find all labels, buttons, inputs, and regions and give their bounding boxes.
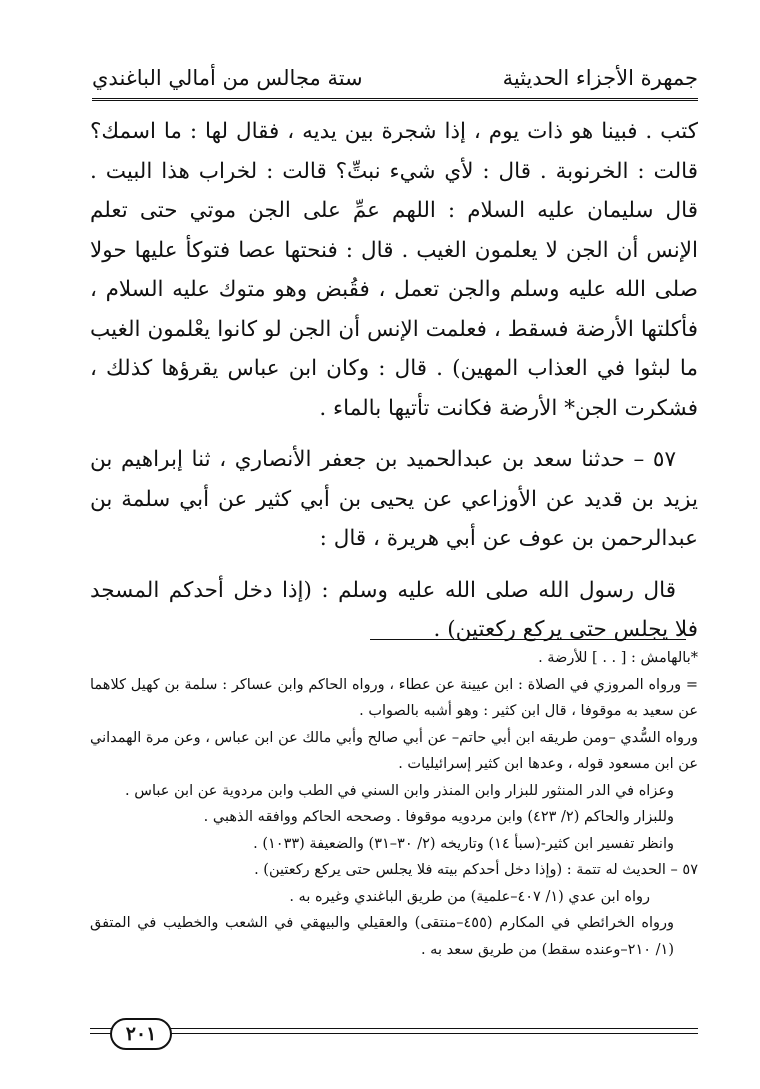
footnote-item: ٥٧ – الحديث له تتمة : (وإذا دخل أحدكم بيته فلا يجلس حتى يركع ركعتين) . [254,862,698,878]
page-number: ٢٠١ [110,1018,172,1050]
footnote-marginal: *بالهامش : [ . . ] للأرضة . [538,650,698,666]
book-title: جمهرة الأجزاء الحديثية [502,66,698,90]
footnote-rule [370,639,686,640]
main-paragraph: كتب . فبينا هو ذات يوم ، إذا شجرة بين يديه ، فقال لها : ما اسمك؟ قالت : الخرنوبة . قال : لأي شيء نبتِّ؟ قالت : لخراب هذا البيت . قال سليمان عليه السلام : اللهم عمِّ على الجن موتي حتى تعلم الإنس أن الجن لا يعلمون الغيب . قال : فنحتها عصا فتوكأ عليها حولا صلى الله عليه وسلم والجن تعمل ، فقُبض وهو متوك عليه السلام ، فأكلتها الأرضة فسقط ، فعلمت الإنس أن الجن لو كانوا يعْلمون الغيب ما لبثوا في العذاب المهين) . قال : وكان ابن عباس يقرؤها كذلك ، فشكرت الجن* الأرضة فكانت تأتيها بالماء . [90,119,698,421]
footer-rule [90,1033,698,1034]
page-footer [90,1018,698,1048]
footnote-item: = ورواه المروزي في الصلاة : ابن عيينة عن عطاء ، ورواه الحاكم وابن عساكر : سلمة بن كهيل كلاهما عن سعيد به موقوفا ، قال ابن كثير : وهو أشبه بالصواب . [90,676,698,719]
footnote-item: ورواه السُّدي –ومن طريقه ابن أبي حاتم– عن أبي صالح وأبي مالك عن ابن عباس ، وعن مرة الهمداني عن ابن مسعود قوله ، وعدها ابن كثير إسرائيليات . [90,729,698,772]
running-header [92,60,698,96]
hadith-isnad: ٥٧ – حدثنا سعد بن عبدالحميد بن جعفر الأنصاري ، ثنا إبراهيم بن يزيد بن قديد عن الأوزاعي عن يحيى بن أبي كثير عن أبي سلمة بن عبدالرحمن بن عوف عن أبي هريرة ، قال : [90,447,698,551]
footnote-item: ورواه الخرائطي في المكارم (٤٥٥–منتقى) والعقيلي والبيهقي في الشعب والخطيب في المتفق (١/ ٢١٠–وعنده سقط) من طريق سعد به . [90,915,674,958]
main-text [90,112,698,650]
footnotes [90,645,698,963]
footnote-item: وانظر تفسير ابن كثير-(سبأ ١٤) وتاريخه (٢/ ٣٠–٣١) والضعيفة (١٠٣٣) . [253,835,674,852]
section-title: ستة مجالس من أمالي الباغندي [92,66,363,90]
footnote-item: رواه ابن عدي (١/ ٤٠٧–علمية) من طريق الباغندي وغيره به . [289,888,650,905]
header-rule [92,98,698,101]
hadith-matn: قال رسول الله صلى الله عليه وسلم : (إذا دخل أحدكم المسجد فلا يجلس حتى يركع ركعتين) . [90,577,698,642]
footnote-item: وللبزار والحاكم (٢/ ٤٢٣) وابن مردويه موقوفا . وصححه الحاكم ووافقه الذهبي . [203,809,674,825]
footer-rule [90,1028,698,1029]
footnote-item: وعزاه في الدر المنثور للبزار وابن المنذر وابن السني في الطب وابن مردوية عن ابن عباس . [125,782,674,799]
